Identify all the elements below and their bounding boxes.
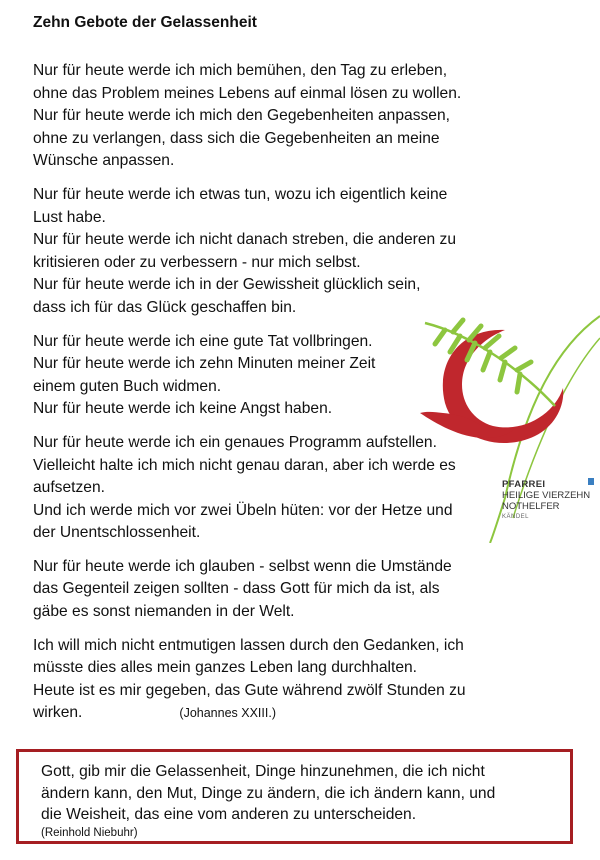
text-line: der Unentschlossenheit. bbox=[33, 524, 201, 542]
attribution-niebuhr: (Reinhold Niebuhr) bbox=[41, 826, 138, 839]
paragraph-5 bbox=[33, 556, 533, 624]
text-line: Nur für heute werde ich etwas tun, wozu ich eigentlich keine bbox=[33, 185, 448, 203]
text-line: Heute ist es mir gegeben, das Gute während zwölf Stunden zu bbox=[33, 681, 466, 699]
logo-line-heilige: HEILIGE VIERZEHN bbox=[502, 490, 591, 501]
text-line: Nur für heute werde ich keine Angst haben. bbox=[33, 400, 333, 418]
document-title: Zehn Gebote der Gelassenheit bbox=[33, 14, 257, 31]
text-line: Wünsche anpassen. bbox=[33, 152, 175, 170]
paragraph-1 bbox=[33, 60, 533, 173]
text-line: ohne zu verlangen, dass sich die Gegebenheiten an meine bbox=[33, 129, 440, 147]
text-line: aufsetzen. bbox=[33, 479, 105, 497]
text-line: Ich will mich nicht entmutigen lassen durch den Gedanken, ich bbox=[33, 636, 464, 654]
prayer-line: die Weisheit, das eine vom anderen zu unterscheiden. bbox=[41, 806, 417, 823]
text-line: Nur für heute werde ich zehn Minuten meiner Zeit bbox=[33, 355, 376, 373]
serenity-prayer-box bbox=[16, 749, 573, 844]
text-line: müsste dies alles mein ganzes Leben lang durchhalten. bbox=[33, 659, 418, 677]
prayer-line: ändern kann, den Mut, Dinge zu ändern, die ich ändern kann, und bbox=[41, 784, 496, 802]
text-line: Nur für heute werde ich ein genaues Programm aufstellen. bbox=[33, 433, 437, 451]
prayer-line: Gott, gib mir die Gelassenheit, Dinge hinzunehmen, die ich nicht bbox=[41, 763, 485, 780]
logo-line-kaendel: KÄNDEL bbox=[502, 514, 530, 520]
text-line: Lust habe. bbox=[33, 208, 106, 226]
logo-line-nothelfer: NOTHELFER bbox=[502, 501, 560, 512]
text-line: einem guten Buch widmen. bbox=[33, 377, 222, 395]
text-line: Und ich werde mich vor zwei Übeln hüten: vor der Hetze und bbox=[33, 501, 453, 519]
text-line: dass ich für das Glück geschaffen bin. bbox=[33, 298, 297, 316]
text-line: Nur für heute werde ich mich bemühen, den Tag zu erleben, bbox=[33, 62, 448, 79]
commandments-text bbox=[33, 60, 533, 736]
parish-logo-text bbox=[502, 479, 590, 523]
paragraph-2 bbox=[33, 184, 533, 320]
text-line: das Gegenteil zeigen sollten - dass Gott für mich da ist, als bbox=[33, 580, 440, 598]
paragraph-6 bbox=[33, 635, 533, 725]
text-line: Nur für heute werde ich in der Gewissheit glücklich sein, bbox=[33, 276, 421, 294]
text-line: Nur für heute werde ich mich den Gegebenheiten anpassen, bbox=[33, 107, 450, 125]
text-line-with-attribution bbox=[33, 702, 533, 725]
text-line: Vielleicht halte ich mich nicht genau daran, aber ich werde es bbox=[33, 456, 456, 474]
text-line: kritisieren oder zu verbessern - nur mich selbst. bbox=[33, 253, 361, 271]
attribution-johannes: (Johannes XXIII.) bbox=[179, 706, 276, 721]
text-line: Nur für heute werde ich nicht danach streben, die anderen zu bbox=[33, 231, 457, 249]
text-line: ohne das Problem meines Lebens auf einmal lösen zu wollen. bbox=[33, 84, 462, 102]
text-line: Nur für heute werde ich eine gute Tat vollbringen. bbox=[33, 332, 373, 350]
paragraph-4 bbox=[33, 432, 533, 545]
text-line: wirken. bbox=[33, 704, 83, 722]
text-line: gäbe es sonst niemanden in der Welt. bbox=[33, 603, 295, 621]
serenity-prayer bbox=[41, 761, 570, 826]
paragraph-3 bbox=[33, 331, 533, 421]
text-line: Nur für heute werde ich glauben - selbst wenn die Umstände bbox=[33, 557, 452, 575]
logo-line-pfarrei: PFARREI bbox=[502, 479, 546, 490]
